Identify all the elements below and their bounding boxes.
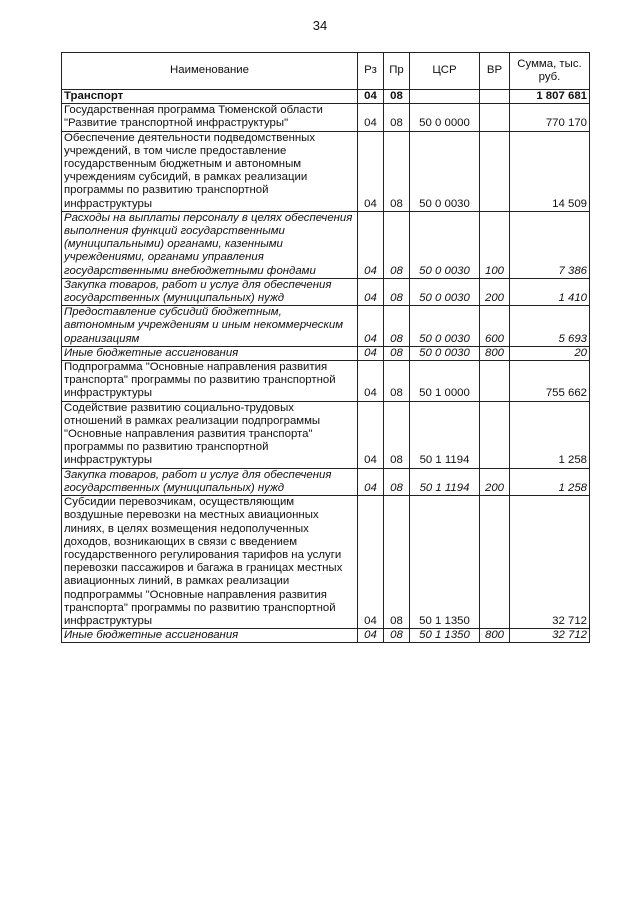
row-name: Субсидии перевозчикам, осуществляющим воздушные перевозки на местных авиационных линиях, в целях возмещения недополученных доходов, возникающих в связи с введением государственного регулирования тарифов на услуги перевозки пассажиров и багажа в границах местных авиационных линий, в рамках реализации подпрограммы "Основные направления развития транспорта" программы по развитию транспортной инфраструктуры	[62, 496, 358, 629]
row-pr: 08	[384, 306, 410, 347]
row-rz: 04	[358, 629, 384, 643]
row-vr: 200	[480, 468, 510, 495]
row-sum: 1 410	[510, 278, 590, 305]
table-row	[62, 306, 590, 347]
row-sum: 1 258	[510, 468, 590, 495]
row-name: Расходы на выплаты персоналу в целях обеспечения выполнения функций государственными (муниципальными) органами, казенными учреждениями, органами управления государственными внебюджетными фондами	[62, 211, 358, 278]
row-csr: 50 1 1350	[410, 496, 480, 629]
row-csr: 50 0 0000	[410, 104, 480, 131]
row-rz: 04	[358, 496, 384, 629]
row-pr: 08	[384, 629, 410, 643]
row-pr: 08	[384, 104, 410, 131]
header-rz: Рз	[358, 53, 384, 90]
row-csr: 50 0 0030	[410, 131, 480, 211]
row-sum: 755 662	[510, 361, 590, 402]
table-row	[62, 211, 590, 278]
row-name: Предоставление субсидий бюджетным, автономным учреждениям и иным некоммерческим организациям	[62, 306, 358, 347]
row-rz: 04	[358, 131, 384, 211]
row-pr: 08	[384, 211, 410, 278]
row-name: Закупка товаров, работ и услуг для обеспечения государственных (муниципальных) нужд	[62, 468, 358, 495]
header-vr: ВР	[480, 53, 510, 90]
row-csr: 50 1 0000	[410, 361, 480, 402]
budget-table	[61, 52, 590, 643]
table-row	[62, 90, 590, 104]
row-name: Обеспечение деятельности подведомственных учреждений, в том числе предоставление государственным бюджетным и автономным учреждениям субсидий, в рамках реализации программы по развитию транспортной инфраструктуры	[62, 131, 358, 211]
row-vr: 100	[480, 211, 510, 278]
row-csr	[410, 90, 480, 104]
header-name: Наименование	[62, 53, 358, 90]
row-pr: 08	[384, 468, 410, 495]
row-rz: 04	[358, 468, 384, 495]
row-rz: 04	[358, 104, 384, 131]
row-pr: 08	[384, 346, 410, 360]
row-name: Подпрограмма "Основные направления развития транспорта" программы по развитию транспортной инфраструктуры	[62, 361, 358, 402]
row-rz: 04	[358, 306, 384, 347]
row-rz: 04	[358, 346, 384, 360]
row-vr: 800	[480, 629, 510, 643]
table-row	[62, 401, 590, 468]
row-csr: 50 0 0030	[410, 278, 480, 305]
row-rz: 04	[358, 278, 384, 305]
row-sum: 32 712	[510, 496, 590, 629]
table-header-row	[62, 53, 590, 90]
row-vr	[480, 90, 510, 104]
row-sum: 5 693	[510, 306, 590, 347]
row-rz: 04	[358, 90, 384, 104]
table-body	[62, 90, 590, 643]
page-number: 34	[312, 18, 328, 33]
row-pr: 08	[384, 401, 410, 468]
row-vr: 200	[480, 278, 510, 305]
table-row	[62, 131, 590, 211]
row-name: Иные бюджетные ассигнования	[62, 629, 358, 643]
table-row	[62, 278, 590, 305]
row-rz: 04	[358, 211, 384, 278]
row-sum: 1 807 681	[510, 90, 590, 104]
row-sum: 14 509	[510, 131, 590, 211]
row-sum: 7 386	[510, 211, 590, 278]
row-csr: 50 0 0030	[410, 346, 480, 360]
row-name: Иные бюджетные ассигнования	[62, 346, 358, 360]
row-vr: 800	[480, 346, 510, 360]
table-row	[62, 496, 590, 629]
row-sum: 770 170	[510, 104, 590, 131]
row-rz: 04	[358, 361, 384, 402]
header-sum: Сумма, тыс. руб.	[510, 53, 590, 90]
row-pr: 08	[384, 361, 410, 402]
table-row	[62, 629, 590, 643]
header-csr: ЦСР	[410, 53, 480, 90]
row-sum: 1 258	[510, 401, 590, 468]
row-pr: 08	[384, 131, 410, 211]
row-pr: 08	[384, 496, 410, 629]
table-row	[62, 361, 590, 402]
row-vr: 600	[480, 306, 510, 347]
row-name: Закупка товаров, работ и услуг для обеспечения государственных (муниципальных) нужд	[62, 278, 358, 305]
row-sum: 32 712	[510, 629, 590, 643]
row-csr: 50 0 0030	[410, 211, 480, 278]
row-name: Государственная программа Тюменской области "Развитие транспортной инфраструктуры"	[62, 104, 358, 131]
row-vr	[480, 131, 510, 211]
row-vr	[480, 401, 510, 468]
row-name: Транспорт	[62, 90, 358, 104]
table-row	[62, 104, 590, 131]
table-row	[62, 468, 590, 495]
row-csr: 50 1 1194	[410, 468, 480, 495]
table-row	[62, 346, 590, 360]
row-pr: 08	[384, 278, 410, 305]
row-name: Содействие развитию социально-трудовых отношений в рамках реализации подпрограммы "Основные направления развития транспорта" программы по развитию транспортной инфраструктуры	[62, 401, 358, 468]
row-vr	[480, 496, 510, 629]
row-csr: 50 1 1194	[410, 401, 480, 468]
row-vr	[480, 104, 510, 131]
row-csr: 50 1 1350	[410, 629, 480, 643]
row-sum: 20	[510, 346, 590, 360]
row-pr: 08	[384, 90, 410, 104]
row-rz: 04	[358, 401, 384, 468]
header-pr: Пр	[384, 53, 410, 90]
row-vr	[480, 361, 510, 402]
row-csr: 50 0 0030	[410, 306, 480, 347]
